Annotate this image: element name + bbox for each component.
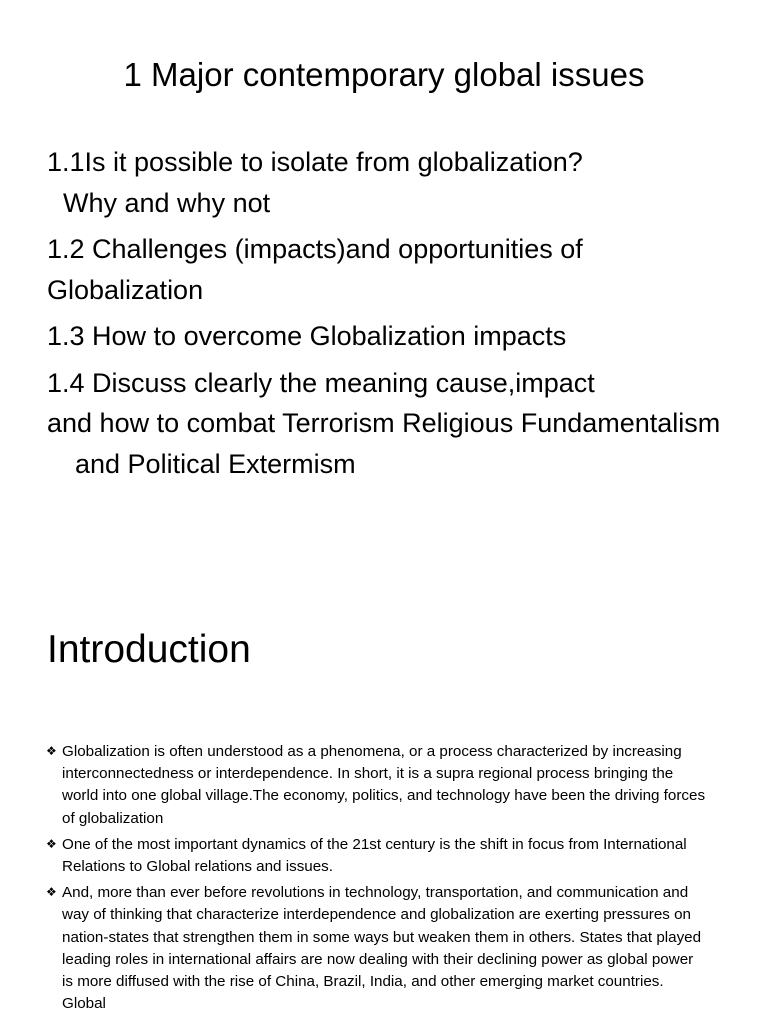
topic-item-line: 1.1Is it possible to isolate from globalization?: [47, 147, 583, 177]
slide-title: 1 Major contemporary global issues: [123, 56, 645, 93]
topic-item-continuation: Why and why not: [63, 187, 271, 218]
topic-item-1-3: [47, 316, 747, 357]
topic-item-line: 1.4 Discuss clearly the meaning cause,impact: [47, 367, 595, 398]
bullet-list: [46, 740, 706, 1018]
topic-item-1-2: [47, 229, 747, 310]
bullet-text: And, more than ever before revolutions in technology, transportation, and communication and way of thinking that characterize interdependence and globalization are exerting pressures on nation-states that strengthen them in some ways but weaken them in others. States that played leading roles in international affairs are now dealing with their declining power as global power is more diffused with the rise of China, Brazil, India, and other emerging market countries. Global: [62, 884, 702, 1013]
diamond-bullet-icon: ❖: [46, 836, 57, 851]
bullet-item: [46, 833, 706, 878]
bullet-text: Globalization is often understood as a phenomena, or a process characterized by increasing interconnectedness or interdependence. In short, it is a supra regional process bringing the world into one global village.The economy, politics, and technology have been the driving forces of globalization: [62, 743, 706, 827]
diamond-bullet-icon: ❖: [46, 885, 57, 900]
bullet-item: [46, 740, 706, 830]
topic-item-1-4: [47, 363, 747, 485]
topic-item-line: 1.2 Challenges (impacts)and opportunities of: [47, 234, 583, 264]
slide-2: [0, 512, 768, 1024]
topic-list: [47, 142, 747, 490]
diamond-bullet-icon: ❖: [46, 744, 57, 758]
topic-item-line: 1.3 How to overcome Globalization impacts: [47, 321, 567, 351]
section-title: Introduction: [47, 628, 251, 671]
topic-item-continuation: and how to combat Terrorism Religious Fundamentalism and Political Extermism: [47, 408, 721, 479]
topic-item-continuation: Globalization: [47, 274, 204, 305]
bullet-text: One of the most important dynamics of the 21st century is the shift in focus from International Relations to Global relations and issues.: [62, 835, 687, 876]
topic-item-1-1: [47, 142, 747, 223]
bullet-item: [46, 881, 706, 1015]
